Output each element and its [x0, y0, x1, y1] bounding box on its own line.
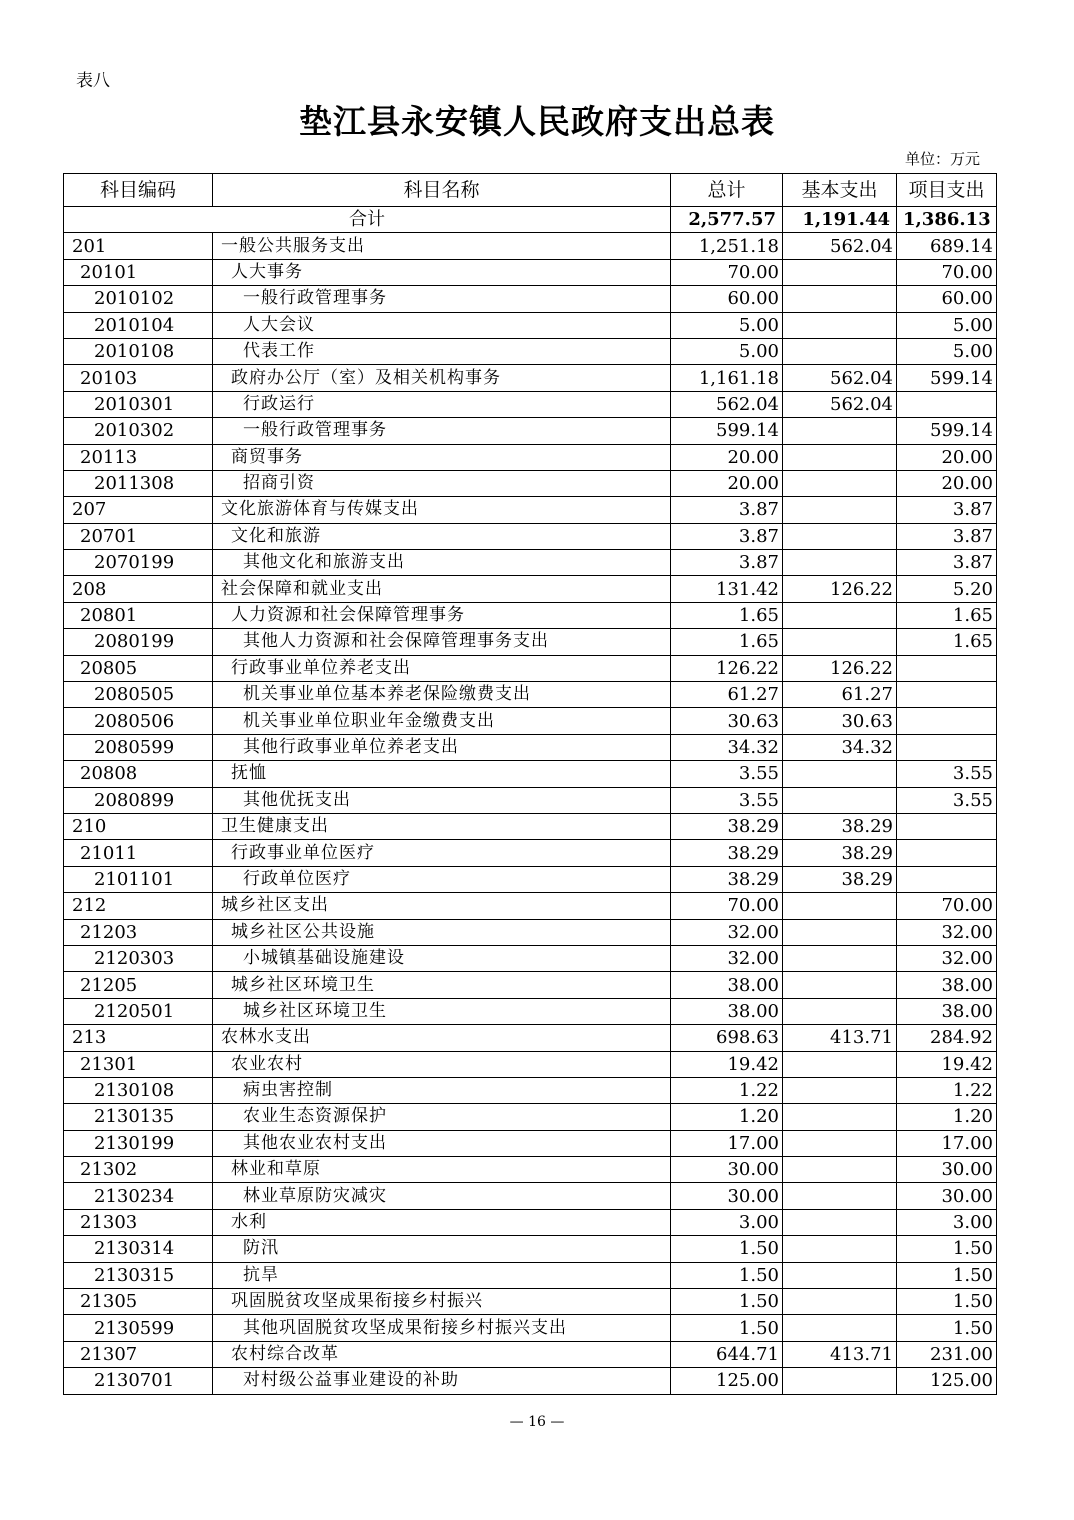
row-project: 3.00 — [897, 1209, 997, 1235]
row-project — [897, 840, 997, 866]
row-project: 5.00 — [897, 312, 997, 338]
table-row — [64, 629, 997, 655]
table-row — [64, 1209, 997, 1235]
row-code: 20808 — [64, 761, 213, 787]
row-basic: 562.04 — [783, 233, 897, 259]
row-code: 207 — [64, 497, 213, 523]
row-name: 一般行政管理事务 — [213, 286, 671, 312]
expenditure-table — [63, 173, 997, 1395]
header-name: 科目名称 — [213, 174, 671, 207]
row-code: 20101 — [64, 259, 213, 285]
row-code: 2130199 — [64, 1130, 213, 1156]
row-name: 农业生态资源保护 — [213, 1104, 671, 1130]
row-name: 其他行政事业单位养老支出 — [213, 734, 671, 760]
row-basic: 413.71 — [783, 1341, 897, 1367]
header-total: 总计 — [671, 174, 783, 207]
total-row — [64, 207, 997, 233]
row-project: 30.00 — [897, 1157, 997, 1183]
row-basic — [783, 602, 897, 628]
table-tag: 表八 — [76, 71, 110, 91]
row-basic — [783, 1077, 897, 1103]
row-basic — [783, 1051, 897, 1077]
row-project — [897, 682, 997, 708]
table-row — [64, 497, 997, 523]
row-project: 284.92 — [897, 1025, 997, 1051]
row-name: 防汛 — [213, 1236, 671, 1262]
row-name: 人力资源和社会保障管理事务 — [213, 602, 671, 628]
row-code: 2010301 — [64, 391, 213, 417]
row-total: 3.55 — [671, 787, 783, 813]
row-project — [897, 391, 997, 417]
row-project: 3.87 — [897, 497, 997, 523]
row-basic — [783, 787, 897, 813]
row-basic — [783, 998, 897, 1024]
table-row — [64, 444, 997, 470]
row-basic: 562.04 — [783, 365, 897, 391]
row-project: 3.87 — [897, 550, 997, 576]
row-name: 代表工作 — [213, 338, 671, 364]
row-total: 1.50 — [671, 1289, 783, 1315]
row-name: 农业农村 — [213, 1051, 671, 1077]
row-basic — [783, 1183, 897, 1209]
row-basic — [783, 1209, 897, 1235]
row-project: 1.20 — [897, 1104, 997, 1130]
row-code: 21302 — [64, 1157, 213, 1183]
header-project: 项目支出 — [897, 174, 997, 207]
row-total: 5.00 — [671, 338, 783, 364]
row-name: 行政事业单位养老支出 — [213, 655, 671, 681]
row-basic: 126.22 — [783, 655, 897, 681]
row-total: 1,161.18 — [671, 365, 783, 391]
page-number: — 16 — — [509, 1414, 565, 1430]
row-name: 一般公共服务支出 — [213, 233, 671, 259]
row-name: 城乡社区公共设施 — [213, 919, 671, 945]
row-basic — [783, 497, 897, 523]
row-project: 231.00 — [897, 1341, 997, 1367]
row-code: 2101101 — [64, 866, 213, 892]
row-code: 2120303 — [64, 945, 213, 971]
row-code: 20103 — [64, 365, 213, 391]
row-total: 30.00 — [671, 1157, 783, 1183]
row-basic — [783, 259, 897, 285]
row-code: 2130135 — [64, 1104, 213, 1130]
row-name: 其他优抚支出 — [213, 787, 671, 813]
table-row — [64, 602, 997, 628]
row-code: 2011308 — [64, 470, 213, 496]
row-total: 38.29 — [671, 840, 783, 866]
row-project: 32.00 — [897, 945, 997, 971]
row-total: 70.00 — [671, 893, 783, 919]
table-row — [64, 1051, 997, 1077]
row-name: 人大事务 — [213, 259, 671, 285]
row-basic: 413.71 — [783, 1025, 897, 1051]
row-code: 2080506 — [64, 708, 213, 734]
row-total: 38.29 — [671, 813, 783, 839]
row-code: 20113 — [64, 444, 213, 470]
row-total: 3.87 — [671, 523, 783, 549]
row-basic — [783, 761, 897, 787]
row-name: 其他巩固脱贫攻坚成果衔接乡村振兴支出 — [213, 1315, 671, 1341]
row-name: 一般行政管理事务 — [213, 418, 671, 444]
row-project: 3.55 — [897, 761, 997, 787]
row-code: 2120501 — [64, 998, 213, 1024]
table-row — [64, 893, 997, 919]
row-project: 19.42 — [897, 1051, 997, 1077]
row-project: 38.00 — [897, 998, 997, 1024]
row-total: 1,251.18 — [671, 233, 783, 259]
row-code: 2130701 — [64, 1368, 213, 1394]
row-total: 38.29 — [671, 866, 783, 892]
row-total: 60.00 — [671, 286, 783, 312]
row-total: 20.00 — [671, 444, 783, 470]
table-row — [64, 655, 997, 681]
row-total: 131.42 — [671, 576, 783, 602]
row-code: 2080199 — [64, 629, 213, 655]
row-basic — [783, 1236, 897, 1262]
row-total: 3.87 — [671, 550, 783, 576]
table-row — [64, 1025, 997, 1051]
table-row — [64, 338, 997, 364]
row-code: 208 — [64, 576, 213, 602]
row-basic — [783, 444, 897, 470]
table-row — [64, 418, 997, 444]
row-project — [897, 866, 997, 892]
row-project: 5.00 — [897, 338, 997, 364]
row-total: 599.14 — [671, 418, 783, 444]
row-code: 210 — [64, 813, 213, 839]
row-code: 2130599 — [64, 1315, 213, 1341]
row-name: 人大会议 — [213, 312, 671, 338]
table-row — [64, 286, 997, 312]
row-basic: 61.27 — [783, 682, 897, 708]
row-project: 1.50 — [897, 1315, 997, 1341]
row-name: 抚恤 — [213, 761, 671, 787]
table-row — [64, 1130, 997, 1156]
row-total: 34.32 — [671, 734, 783, 760]
row-total: 20.00 — [671, 470, 783, 496]
row-basic — [783, 1104, 897, 1130]
row-name: 其他农业农村支出 — [213, 1130, 671, 1156]
row-total: 38.00 — [671, 998, 783, 1024]
table-row — [64, 1236, 997, 1262]
row-name: 抗旱 — [213, 1262, 671, 1288]
row-project: 1.65 — [897, 629, 997, 655]
row-name: 商贸事务 — [213, 444, 671, 470]
row-total: 3.55 — [671, 761, 783, 787]
row-name: 农村综合改革 — [213, 1341, 671, 1367]
row-name: 林业草原防灾减灾 — [213, 1183, 671, 1209]
table-row — [64, 813, 997, 839]
row-name: 对村级公益事业建设的补助 — [213, 1368, 671, 1394]
table-row — [64, 972, 997, 998]
row-name: 招商引资 — [213, 470, 671, 496]
row-project: 1.65 — [897, 602, 997, 628]
row-total: 562.04 — [671, 391, 783, 417]
row-name: 社会保障和就业支出 — [213, 576, 671, 602]
row-project: 20.00 — [897, 444, 997, 470]
table-row — [64, 312, 997, 338]
table-row — [64, 734, 997, 760]
row-total: 17.00 — [671, 1130, 783, 1156]
row-name: 其他人力资源和社会保障管理事务支出 — [213, 629, 671, 655]
row-code: 21301 — [64, 1051, 213, 1077]
row-name: 城乡社区环境卫生 — [213, 998, 671, 1024]
row-project: 599.14 — [897, 418, 997, 444]
row-total: 38.00 — [671, 972, 783, 998]
table-row — [64, 708, 997, 734]
row-project: 1.50 — [897, 1236, 997, 1262]
row-basic: 562.04 — [783, 391, 897, 417]
row-project: 1.50 — [897, 1289, 997, 1315]
row-basic — [783, 1368, 897, 1394]
row-name: 机关事业单位基本养老保险缴费支出 — [213, 682, 671, 708]
row-project — [897, 734, 997, 760]
row-project: 38.00 — [897, 972, 997, 998]
row-basic — [783, 1262, 897, 1288]
row-code: 20801 — [64, 602, 213, 628]
row-code: 2080505 — [64, 682, 213, 708]
table-row — [64, 919, 997, 945]
total-project: 1,386.13 — [897, 207, 997, 233]
row-basic — [783, 1315, 897, 1341]
row-project: 3.55 — [897, 787, 997, 813]
row-code: 21303 — [64, 1209, 213, 1235]
row-project: 20.00 — [897, 470, 997, 496]
row-project: 70.00 — [897, 259, 997, 285]
row-name: 其他文化和旅游支出 — [213, 550, 671, 576]
row-total: 1.20 — [671, 1104, 783, 1130]
row-name: 文化旅游体育与传媒支出 — [213, 497, 671, 523]
table-row — [64, 1368, 997, 1394]
row-basic — [783, 1157, 897, 1183]
row-total: 644.71 — [671, 1341, 783, 1367]
row-total: 61.27 — [671, 682, 783, 708]
row-total: 70.00 — [671, 259, 783, 285]
row-name: 病虫害控制 — [213, 1077, 671, 1103]
row-basic — [783, 919, 897, 945]
row-name: 林业和草原 — [213, 1157, 671, 1183]
row-basic — [783, 338, 897, 364]
table-row — [64, 470, 997, 496]
row-basic: 38.29 — [783, 866, 897, 892]
row-basic — [783, 470, 897, 496]
row-project: 3.87 — [897, 523, 997, 549]
table-row — [64, 998, 997, 1024]
row-project: 125.00 — [897, 1368, 997, 1394]
row-code: 20805 — [64, 655, 213, 681]
table-row — [64, 523, 997, 549]
row-project: 689.14 — [897, 233, 997, 259]
row-total: 1.50 — [671, 1315, 783, 1341]
table-row — [64, 787, 997, 813]
row-basic — [783, 523, 897, 549]
row-code: 213 — [64, 1025, 213, 1051]
row-basic: 30.63 — [783, 708, 897, 734]
row-name: 政府办公厅（室）及相关机构事务 — [213, 365, 671, 391]
table-row — [64, 761, 997, 787]
row-basic — [783, 1289, 897, 1315]
row-code: 2130315 — [64, 1262, 213, 1288]
row-code: 20701 — [64, 523, 213, 549]
row-name: 小城镇基础设施建设 — [213, 945, 671, 971]
row-name: 农林水支出 — [213, 1025, 671, 1051]
table-row — [64, 1315, 997, 1341]
row-name: 城乡社区环境卫生 — [213, 972, 671, 998]
row-project: 1.22 — [897, 1077, 997, 1103]
row-code: 21203 — [64, 919, 213, 945]
table-row — [64, 550, 997, 576]
row-basic — [783, 312, 897, 338]
row-total: 30.63 — [671, 708, 783, 734]
table-header-row — [64, 174, 997, 207]
unit-label: 单位：万元 — [904, 150, 980, 168]
row-project: 60.00 — [897, 286, 997, 312]
row-total: 1.65 — [671, 602, 783, 628]
table-row — [64, 1262, 997, 1288]
row-code: 2010302 — [64, 418, 213, 444]
row-basic — [783, 972, 897, 998]
row-project: 5.20 — [897, 576, 997, 602]
row-project: 1.50 — [897, 1262, 997, 1288]
header-basic: 基本支出 — [783, 174, 897, 207]
row-code: 2010104 — [64, 312, 213, 338]
row-code: 21305 — [64, 1289, 213, 1315]
row-total: 1.50 — [671, 1236, 783, 1262]
row-total: 3.87 — [671, 497, 783, 523]
row-project — [897, 813, 997, 839]
row-total: 5.00 — [671, 312, 783, 338]
row-name: 卫生健康支出 — [213, 813, 671, 839]
table-row — [64, 365, 997, 391]
row-total: 1.50 — [671, 1262, 783, 1288]
row-name: 行政事业单位医疗 — [213, 840, 671, 866]
table-row — [64, 1104, 997, 1130]
row-code: 2130234 — [64, 1183, 213, 1209]
row-basic — [783, 629, 897, 655]
row-name: 行政运行 — [213, 391, 671, 417]
table-row — [64, 1157, 997, 1183]
row-total: 19.42 — [671, 1051, 783, 1077]
table-row — [64, 1183, 997, 1209]
row-code: 2010102 — [64, 286, 213, 312]
row-basic: 126.22 — [783, 576, 897, 602]
table-row — [64, 1289, 997, 1315]
table-row — [64, 576, 997, 602]
table-row — [64, 840, 997, 866]
row-project: 32.00 — [897, 919, 997, 945]
row-name: 水利 — [213, 1209, 671, 1235]
row-total: 698.63 — [671, 1025, 783, 1051]
row-code: 201 — [64, 233, 213, 259]
row-project: 70.00 — [897, 893, 997, 919]
row-basic — [783, 1130, 897, 1156]
row-code: 2080599 — [64, 734, 213, 760]
total-basic: 1,191.44 — [783, 207, 897, 233]
row-total: 1.65 — [671, 629, 783, 655]
row-code: 21205 — [64, 972, 213, 998]
row-total: 32.00 — [671, 919, 783, 945]
header-code: 科目编码 — [64, 174, 213, 207]
row-code: 2130108 — [64, 1077, 213, 1103]
row-project: 17.00 — [897, 1130, 997, 1156]
total-label: 合计 — [64, 207, 671, 233]
row-name: 行政单位医疗 — [213, 866, 671, 892]
row-code: 2080899 — [64, 787, 213, 813]
table-row — [64, 233, 997, 259]
row-code: 212 — [64, 893, 213, 919]
row-code: 21307 — [64, 1341, 213, 1367]
row-basic — [783, 418, 897, 444]
row-project — [897, 708, 997, 734]
row-basic: 38.29 — [783, 813, 897, 839]
table-row — [64, 259, 997, 285]
row-basic: 38.29 — [783, 840, 897, 866]
table-row — [64, 1341, 997, 1367]
row-basic — [783, 945, 897, 971]
row-total: 1.22 — [671, 1077, 783, 1103]
row-basic — [783, 286, 897, 312]
row-name: 巩固脱贫攻坚成果衔接乡村振兴 — [213, 1289, 671, 1315]
table-row — [64, 945, 997, 971]
table-row — [64, 866, 997, 892]
table-row — [64, 1077, 997, 1103]
row-code: 2070199 — [64, 550, 213, 576]
total-total: 2,577.57 — [671, 207, 783, 233]
row-project — [897, 655, 997, 681]
row-name: 机关事业单位职业年金缴费支出 — [213, 708, 671, 734]
row-basic — [783, 550, 897, 576]
row-total: 126.22 — [671, 655, 783, 681]
row-total: 125.00 — [671, 1368, 783, 1394]
row-name: 城乡社区支出 — [213, 893, 671, 919]
table-row — [64, 682, 997, 708]
row-project: 599.14 — [897, 365, 997, 391]
page-title: 垫江县永安镇人民政府支出总表 — [299, 102, 775, 141]
row-total: 32.00 — [671, 945, 783, 971]
row-project: 30.00 — [897, 1183, 997, 1209]
row-code: 2010108 — [64, 338, 213, 364]
table-row — [64, 391, 997, 417]
row-basic — [783, 893, 897, 919]
row-name: 文化和旅游 — [213, 523, 671, 549]
row-total: 30.00 — [671, 1183, 783, 1209]
row-basic: 34.32 — [783, 734, 897, 760]
row-code: 2130314 — [64, 1236, 213, 1262]
row-total: 3.00 — [671, 1209, 783, 1235]
row-code: 21011 — [64, 840, 213, 866]
